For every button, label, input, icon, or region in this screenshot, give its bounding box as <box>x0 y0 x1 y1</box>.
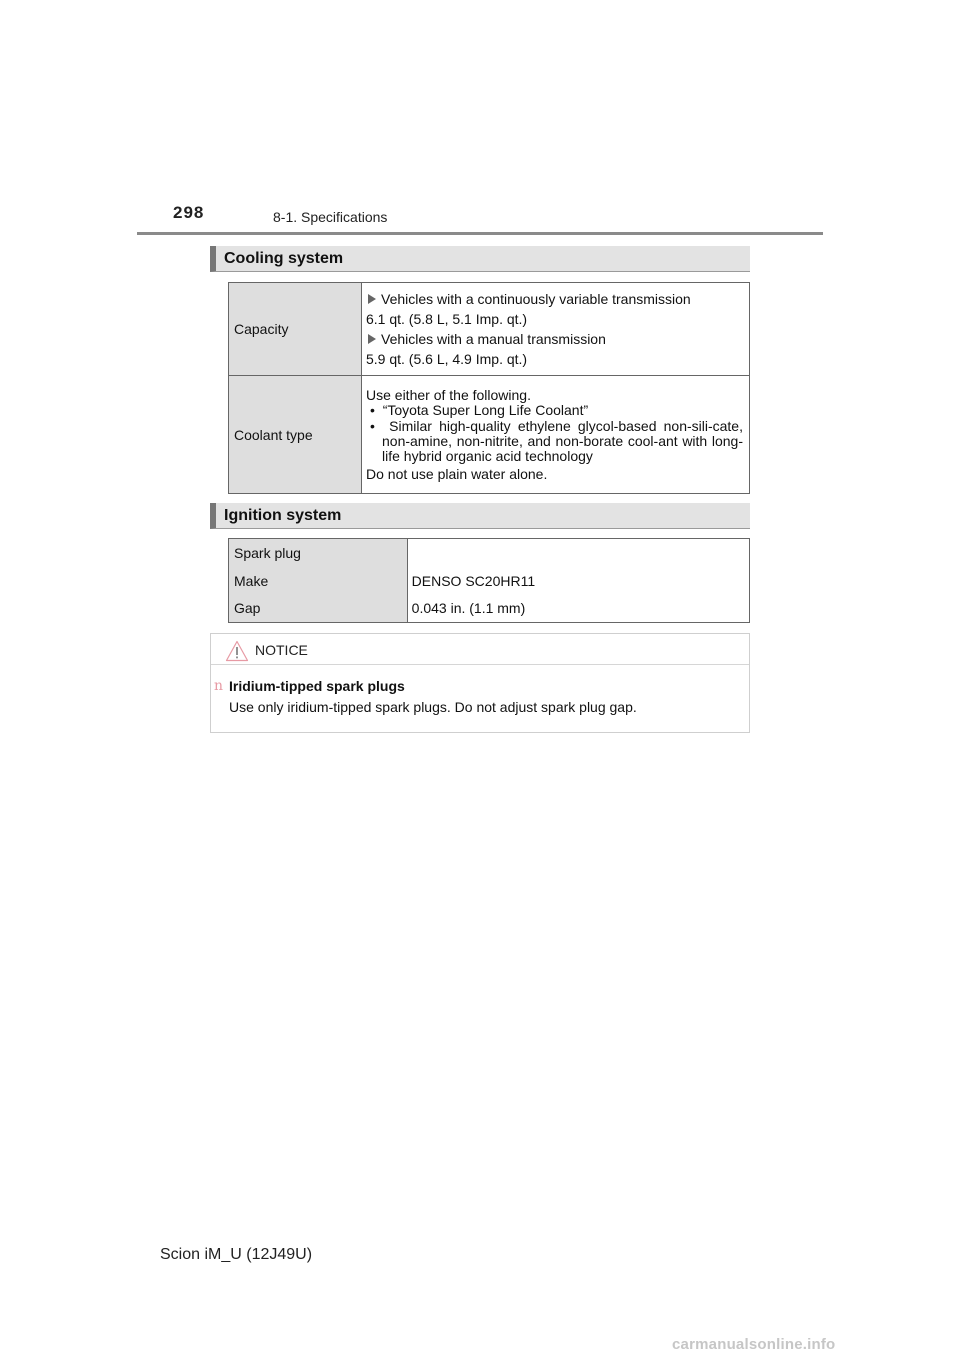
cvt-capacity: 6.1 qt. (5.8 L, 5.1 Imp. qt.) <box>366 311 528 327</box>
coolant-type-value <box>362 376 750 494</box>
section-reference: 8-1. Specifications <box>273 209 388 225</box>
manual-label: Vehicles with a manual transmission <box>381 331 606 347</box>
cooling-system-heading <box>210 246 750 272</box>
notice-item-marker: n <box>214 678 224 694</box>
list-item: • Similar high-quality ethylene glycol-based non-sili-cate, non-amine, non-nitrite, and non-borate cool-ant with long-life hybrid organic acid technology <box>370 418 743 464</box>
capacity-value <box>362 283 750 376</box>
cooling-system-title: Cooling system <box>224 250 344 267</box>
ignition-spec-table <box>228 538 750 623</box>
ignition-system-title: Ignition system <box>224 507 342 524</box>
warning-triangle-icon <box>225 640 249 662</box>
table-row <box>229 567 750 595</box>
gap-value: 0.043 in. (1.1 mm) <box>407 595 749 623</box>
spark-plug-label: Spark plug <box>229 539 408 567</box>
header-divider <box>137 232 823 235</box>
cooling-spec-table <box>228 282 750 494</box>
notice-header <box>211 634 749 665</box>
watermark: carmanualsonline.info <box>672 1336 836 1353</box>
notice-box <box>210 633 750 733</box>
footer-model: Scion iM_U (12J49U) <box>160 1246 313 1263</box>
ignition-system-heading <box>210 503 750 529</box>
table-row <box>229 539 750 567</box>
table-row <box>229 595 750 623</box>
notice-label: NOTICE <box>255 642 308 658</box>
coolant-option-2: Similar high-quality ethylene glycol-based non-sili-cate, non-amine, non-nitrite, and non-borate cool-ant with long-life hybrid organic acid technology <box>382 418 743 464</box>
coolant-intro: Use either of the following. <box>366 387 531 403</box>
make-label: Make <box>229 567 408 595</box>
notice-text: Use only iridium-tipped spark plugs. Do not adjust spark plug gap. <box>229 699 637 715</box>
page-number: 298 <box>173 203 205 222</box>
table-row <box>229 376 750 494</box>
coolant-type-label: Coolant type <box>229 376 362 494</box>
coolant-option-1: “Toyota Super Long Life Coolant” <box>382 402 589 418</box>
table-row <box>229 283 750 376</box>
gap-label: Gap <box>229 595 408 623</box>
list-item: • “Toyota Super Long Life Coolant” <box>370 402 589 418</box>
triangle-bullet-icon <box>368 334 376 344</box>
manual-capacity: 5.9 qt. (5.6 L, 4.9 Imp. qt.) <box>366 351 528 367</box>
cvt-label: Vehicles with a continuously variable transmission <box>381 291 691 307</box>
capacity-label: Capacity <box>229 283 362 376</box>
triangle-bullet-icon <box>368 294 376 304</box>
coolant-warning: Do not use plain water alone. <box>366 466 548 482</box>
notice-title: Iridium-tipped spark plugs <box>229 678 405 694</box>
make-value: DENSO SC20HR11 <box>407 567 749 595</box>
spark-plug-value <box>407 539 749 567</box>
